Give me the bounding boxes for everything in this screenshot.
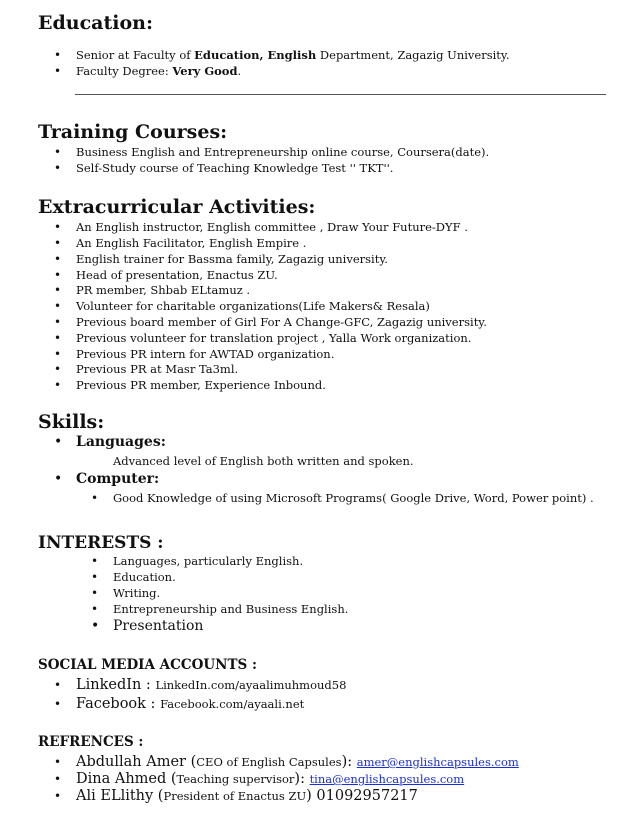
references-heading: REFRENCES :: [38, 734, 144, 750]
extracurricular-item-text: Head of presentation, Enactus ZU.: [76, 268, 278, 282]
training-item-text: Self-Study course of Teaching Knowledge Test '' TKT''.: [76, 161, 394, 175]
linkedin-label: LinkedIn :: [76, 677, 156, 693]
extracurricular-item-text: Previous PR intern for AWTAD organization.: [76, 347, 335, 361]
bullet-icon: •: [54, 161, 62, 175]
reference-close: ):: [341, 754, 357, 770]
interest-item: [91, 554, 304, 569]
education-item-1-text: Senior at Faculty of: [76, 48, 195, 62]
skills-languages: [54, 434, 166, 450]
education-item-2-text: Faculty Degree:: [76, 64, 173, 78]
bullet-icon: •: [54, 378, 62, 392]
social-linkedin: [54, 677, 347, 693]
interest-item: [91, 618, 204, 634]
extracurricular-item-text: English trainer for Bassma family, Zagazig university.: [76, 252, 388, 266]
reference-email-link[interactable]: tina@englishcapsules.com: [309, 772, 465, 786]
reference-role: CEO of English Capsules: [196, 755, 342, 769]
bullet-icon: •: [54, 268, 62, 282]
skills-computer-label: Computer:: [76, 471, 160, 487]
bullet-icon: •: [54, 362, 62, 376]
extracurricular-item: [54, 378, 326, 393]
bullet-icon: •: [54, 772, 62, 786]
education-item-2: [54, 64, 242, 79]
extracurricular-item-text: Volunteer for charitable organizations(Life Makers& Resala): [76, 299, 430, 313]
bullet-icon: •: [54, 755, 62, 769]
reference-name: Dina Ahmed (: [76, 771, 177, 787]
interests-heading: INTERESTS :: [38, 533, 164, 553]
reference-role: President of Enactus ZU: [163, 789, 307, 803]
bullet-icon: •: [54, 315, 62, 329]
bullet-icon: •: [54, 678, 62, 692]
reference-close: ) 01092957217: [306, 788, 418, 804]
bullet-icon: •: [91, 570, 99, 584]
extracurricular-item: [54, 299, 430, 314]
training-item: [54, 145, 490, 160]
interest-item: [91, 602, 349, 617]
interest-item-text: Education.: [113, 570, 176, 584]
extracurricular-item: [54, 252, 388, 267]
skills-computer-item: [91, 491, 594, 506]
reference-item: [54, 788, 418, 804]
interest-item-text: Writing.: [113, 586, 161, 600]
extracurricular-item: [54, 283, 251, 298]
bullet-icon: •: [54, 697, 62, 711]
skills-computer: [54, 471, 160, 487]
extracurricular-heading: Extracurricular Activities:: [38, 196, 316, 218]
reference-name: Ali ELlithy (: [76, 788, 164, 804]
skills-languages-text: Advanced level of English both written and spoken.: [113, 454, 414, 468]
education-item-2-bold: Very Good: [172, 64, 238, 78]
reference-role: Teaching supervisor: [176, 772, 295, 786]
bullet-icon: •: [91, 586, 99, 600]
bullet-icon: •: [54, 347, 62, 361]
extracurricular-item: [54, 331, 472, 346]
social-facebook: [54, 696, 305, 712]
education-item-1: [54, 48, 510, 63]
extracurricular-item-text: Previous PR at Masr Ta3ml.: [76, 362, 239, 376]
skills-languages-label: Languages:: [76, 434, 166, 450]
bullet-icon: •: [54, 145, 62, 159]
extracurricular-item-text: An English instructor, English committee , Draw Your Future-DYF .: [76, 220, 468, 234]
reference-email-link[interactable]: amer@englishcapsules.com: [356, 755, 519, 769]
extracurricular-item: [54, 315, 487, 330]
interest-item: [91, 570, 176, 585]
facebook-link[interactable]: Facebook.com/ayaali.net: [160, 697, 305, 711]
reference-item: [54, 754, 519, 770]
extracurricular-item-text: Previous PR member, Experience Inbound.: [76, 378, 326, 392]
interest-item-text: Presentation: [113, 618, 204, 634]
bullet-icon: •: [54, 471, 63, 487]
bullet-icon: •: [91, 491, 99, 505]
extracurricular-item-text: Previous board member of Girl For A Change-GFC, Zagazig university.: [76, 315, 487, 329]
social-heading: SOCIAL MEDIA ACCOUNTS :: [38, 657, 257, 673]
section-divider: [75, 94, 606, 95]
interest-item-text: Entrepreneurship and Business English.: [113, 602, 349, 616]
extracurricular-item: [54, 220, 468, 235]
training-heading: Training Courses:: [38, 121, 228, 143]
extracurricular-item: [54, 268, 278, 283]
bullet-icon: •: [54, 434, 63, 450]
bullet-icon: •: [91, 554, 99, 568]
facebook-label: Facebook :: [76, 696, 161, 712]
extracurricular-item: [54, 236, 307, 251]
reference-close: ):: [294, 771, 310, 787]
extracurricular-item: [54, 347, 335, 362]
bullet-icon: •: [54, 236, 62, 250]
skills-computer-item-text: Good Knowledge of using Microsoft Programs( Google Drive, Word, Power point) .: [113, 491, 594, 505]
reference-name: Abdullah Amer (: [76, 754, 197, 770]
education-item-1-bold: Education, English: [194, 48, 317, 62]
linkedin-link[interactable]: LinkedIn.com/ayaalimuhmoud58: [155, 678, 347, 692]
bullet-icon: •: [54, 283, 62, 297]
bullet-icon: •: [54, 299, 62, 313]
reference-item: [54, 771, 465, 787]
bullet-icon: •: [54, 789, 62, 803]
bullet-icon: •: [54, 48, 62, 62]
extracurricular-item-text: An English Facilitator, English Empire .: [76, 236, 307, 250]
bullet-icon: •: [54, 331, 62, 345]
education-item-2-post: .: [237, 64, 242, 78]
bullet-icon: •: [54, 220, 62, 234]
bullet-icon: •: [91, 618, 100, 634]
skills-heading: Skills:: [38, 411, 105, 433]
education-heading: Education:: [38, 12, 153, 34]
extracurricular-item-text: PR member, Shbab ELtamuz .: [76, 283, 251, 297]
bullet-icon: •: [54, 64, 62, 78]
extracurricular-item-text: Previous volunteer for translation project , Yalla Work organization.: [76, 331, 472, 345]
training-item: [54, 161, 394, 176]
education-item-1-post: Department, Zagazig University.: [316, 48, 510, 62]
extracurricular-item: [54, 362, 239, 377]
interest-item-text: Languages, particularly English.: [113, 554, 304, 568]
bullet-icon: •: [54, 252, 62, 266]
training-item-text: Business English and Entrepreneurship online course, Coursera(date).: [76, 145, 490, 159]
interest-item: [91, 586, 161, 601]
bullet-icon: •: [91, 602, 99, 616]
